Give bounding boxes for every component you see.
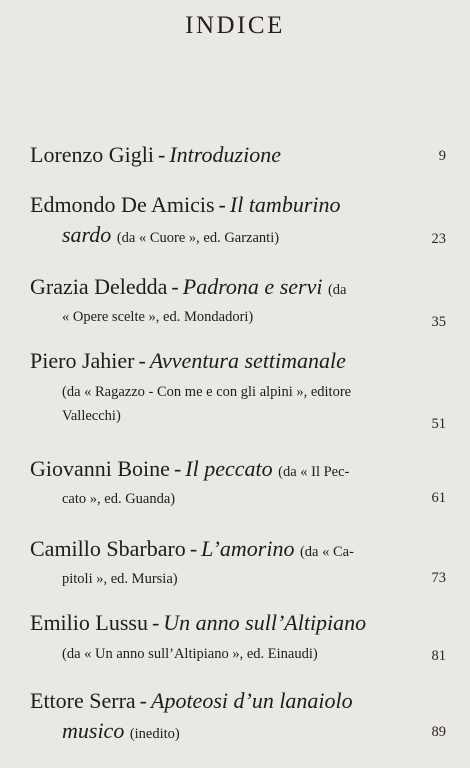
toc-entry: Camillo Sbarbaro - L’amorino (da « Ca- pitoli », ed. Mursia) 73 [30,534,446,591]
entry-note-continuation: pitoli », ed. Mursia) [62,571,178,587]
entry-title-continuation: sardo [62,222,112,247]
entry-note-continuation: cato », ed. Guanda) [62,491,176,507]
toc-entry: Edmondo De Amicis - Il tamburino sardo (da « Cuore », ed. Garzanti) 23 [30,192,446,247]
entry-author: Ettore Serra [30,688,136,713]
toc-entry: Emilio Lussu - Un anno sull’Altipiano (da « Un anno sull’Altipiano », ed. Einaudi) 81 [30,610,446,664]
entry-note: (da [327,282,347,298]
toc-entry: Ettore Serra - Apoteosi d’un lanaiolo musico (inedito) 89 [30,688,446,743]
entry-note: (inedito) [129,726,180,742]
entry-author: Piero Jahier [30,348,135,373]
page-number: 35 [431,314,446,330]
entry-title: Il tamburino [229,192,341,217]
entry-title: Un anno sull’Altipiano [163,610,367,635]
entry-title: L’amorino [201,536,295,561]
entry-note: (da « Ca- [299,544,354,560]
page-number: 23 [431,231,446,247]
entry-note: (da « Un anno sull’Altipiano », ed. Einaudi) [62,646,318,662]
page-number: 89 [431,724,446,740]
entry-title: Apoteosi d’un lanaiolo [151,688,353,713]
entry-author: Edmondo De Amicis [30,192,215,217]
toc-entry: Lorenzo Gigli - Introduzione 9 [30,142,446,167]
entry-note-continuation: « Opere scelte », ed. Mondadori) [62,309,254,325]
entry-note: (da « Ragazzo - Con me e con gli alpini », editore [62,384,352,400]
entry-title: Introduzione [169,142,281,167]
page-number: 51 [431,416,446,432]
entry-title: Il peccato [185,456,273,481]
entry-author: Giovanni Boine [30,456,170,481]
toc-entry: Piero Jahier - Avventura settimanale (da « Ragazzo - Con me e con gli alpini », editore Vallecchi) 51 [30,348,446,432]
entry-title-continuation: musico [62,718,125,743]
page-number: 9 [438,148,446,164]
toc-entry: Grazia Deledda - Padrona e servi (da « Opere scelte », ed. Mondadori) 35 [30,274,446,330]
page-number: 81 [431,648,446,664]
page-number: 61 [431,490,446,506]
entry-author: Emilio Lussu [30,610,148,635]
page-title: INDICE [185,12,285,39]
entry-note: (da « Cuore », ed. Garzanti) [116,230,280,246]
entry-title: Padrona e servi [182,274,323,299]
entry-note: (da « Il Pec- [278,464,350,480]
entry-author: Camillo Sbarbaro [30,536,186,561]
page-number: 73 [431,570,446,586]
entry-note-continuation: Vallecchi) [62,408,121,424]
toc-entry: Giovanni Boine - Il peccato (da « Il Pec- cato », ed. Guanda) 61 [30,454,446,511]
entry-title: Avventura settimanale [149,348,346,373]
entry-author: Lorenzo Gigli [30,142,155,167]
entry-author: Grazia Deledda [30,274,168,299]
